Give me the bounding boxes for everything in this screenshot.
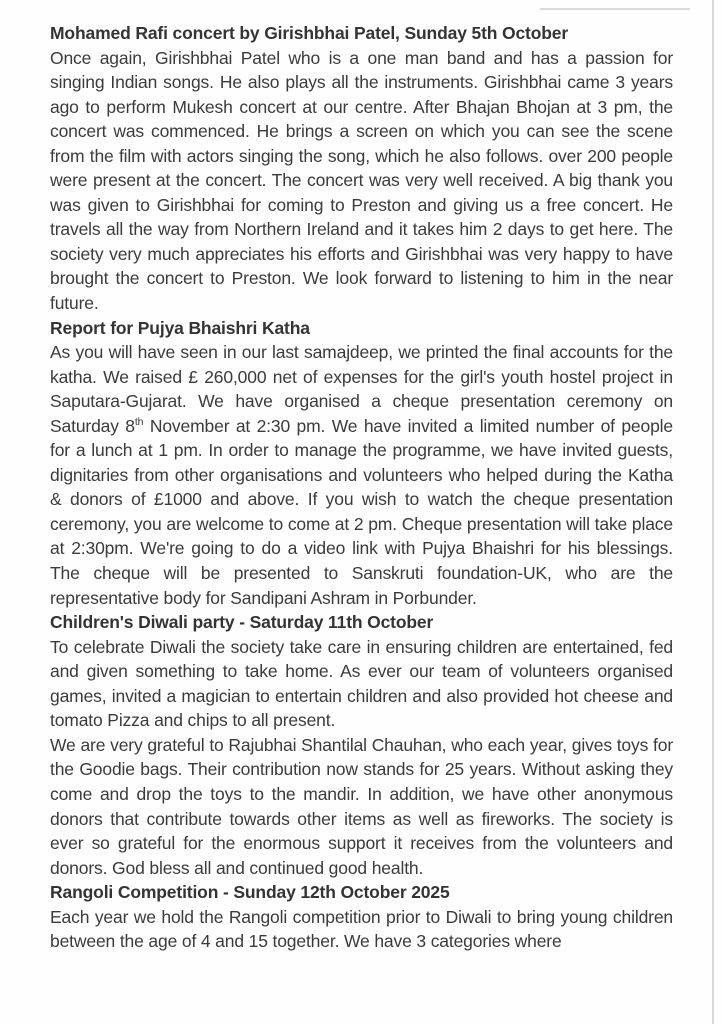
paragraph-text-run-before-ordinal: As you will have seen in our last samajdeep, we printed the final accounts for the katha. We raised £ 260,000 net of expenses for the girl's youth hostel project in Saputara-Gujarat. We have organised a cheque presentation ceremony on Saturday 8	[50, 342, 673, 436]
paragraph-text-run-after-ordinal: November at 2:30 pm. We have invited a limited number of people for a lunch at 1 pm. In order to manage the programme, we have invited guests, dignitaries from other organisations and volunteers who helped during the Katha & donors of £1000 and above. If you wish to watch the cheque presentation ceremony, you are welcome to come at 2 pm. Cheque presentation will take place at 2:30pm. We're going to do a video link with Pujya Bhaishri for his blessings. The cheque will be presented to Sanskruti foundation-UK, who are the representative body for Sandipani Ashram in Porbunder.	[50, 415, 673, 608]
paragraph-diwali-party-celebration: To celebrate Diwali the society take care in ensuring children are entertained, fed and given something to take home. As ever our team of volunteers organised games, invited a magician to entertain children and also provided hot cheese and tomato Pizza and chips to all present.	[50, 636, 673, 731]
paragraph-diwali-party-donors: We are very grateful to Rajubhai Shantilal Chauhan, who each year, gives toys for the Goodie bags. Their contribution now stands for 25 years. Without asking they come and drop the toys to the mandir. In addition, we have other anonymous donors that contribute towards other items as well as fireworks. The society is ever so grateful for the enormous support it receives from the volunteers and donors. God bless all and continued good health.	[50, 734, 673, 878]
superscript-ordinal: th	[134, 415, 144, 428]
section-heading-katha-report: Report for Pujya Bhaishri Katha	[50, 317, 310, 338]
section-mohamed-rafi-concert	[50, 21, 673, 316]
section-rangoli-competition	[50, 880, 673, 954]
section-heading-mohamed-rafi-concert: Mohamed Rafi concert by Girishbhai Patel, Sunday 5th October	[50, 23, 569, 43]
scan-artifact-vertical-line	[712, 0, 714, 1024]
paragraph-rangoli-competition: Each year we hold the Rangoli competition prior to Diwali to bring young children between the age of 4 and 15 together. We have 3 categories where	[50, 906, 673, 952]
scan-artifact-horizontal-line	[540, 8, 690, 10]
paragraph-mohamed-rafi-concert: Once again, Girishbhai Patel who is a one man band and has a passion for singing Indian songs. He also plays all the instruments. Girishbhai came 3 years ago to perform Mukesh concert at our centre. After Bhajan Bhojan at 3 pm, the concert was commenced. He brings a screen on which you can see the scene from the film with actors singing the song, which he also follows. over 200 people were present at the concert. The concert was very well received. A big thank you was given to Girishbhai for coming to Preston and giving us a free concert. He travels all the way from Northern Ireland and it takes him 2 days to get here. The society very much appreciates his efforts and Girishbhai was very happy to have brought the concert to Preston. We look forward to listening to him in the near future.	[50, 47, 673, 314]
page-content	[50, 21, 673, 954]
section-heading-rangoli-competition: Rangoli Competition - Sunday 12th October 2025	[50, 882, 450, 903]
section-heading-childrens-diwali-party: Children's Diwali party - Saturday 11th October	[50, 612, 434, 633]
section-katha-report	[50, 316, 673, 611]
section-childrens-diwali-party	[50, 610, 673, 880]
paragraph-katha-report	[50, 340, 673, 610]
